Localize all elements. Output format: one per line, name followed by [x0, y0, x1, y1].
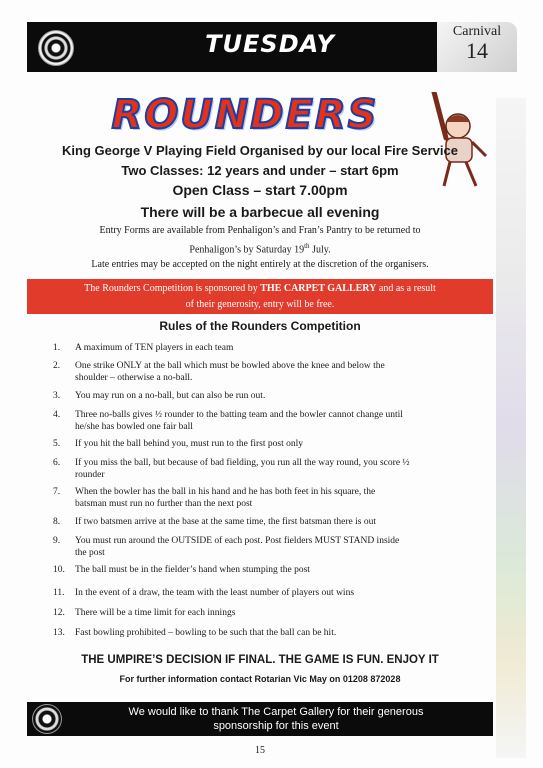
rule-text: You must run around the OUTSIDE of each post. Post fielders MUST STAND inside the post	[75, 536, 400, 558]
late-entries-text: Late entries may be accepted on the night entirely at the discretion of the organisers.	[91, 259, 429, 270]
rule-number: 6.	[53, 458, 61, 468]
rule-number: 5.	[53, 439, 61, 449]
rule-number: 13.	[53, 628, 65, 638]
rule-text: Three no-balls gives ½ rounder to the batting team and the bowler cannot change until he/she has bowled one fair ball	[75, 410, 403, 432]
barbecue-text: There will be a barbecue all evening	[140, 204, 380, 220]
rotary-logo-footer-icon	[32, 704, 62, 734]
rule-text: In the event of a draw, the team with the least number of players out wins	[75, 588, 355, 598]
rules-title: Rules of the Rounders Competition	[159, 319, 361, 333]
sponsor-box: The Rounders Competition is sponsored by THE CARPET GALLERY and as a result of their generosity, entry will be free.	[27, 279, 493, 314]
classes-text: Two Classes: 12 years and under – start 6pm	[121, 163, 399, 178]
rule-text: The ball must be in the fielder’s hand when stumping the post	[75, 565, 310, 575]
rounders-title: ROUNDERS	[111, 92, 379, 138]
contact-info: For further information contact Rotarian Vic May on 01208 872028	[119, 674, 401, 684]
rule-number: 4.	[53, 410, 61, 420]
thanks-text: We would like to thank The Carpet Gallery for their generous sponsorship for this event	[128, 706, 424, 732]
umpire-statement: THE UMPIRE’S DECISION IF FINAL. THE GAME IS FUN. ENJOY IT	[81, 654, 439, 666]
rule-text: If two batsmen arrive at the base at the same time, the first batsman there is out	[75, 517, 376, 527]
rule-text: You may run on a no-ball, but can also be run out.	[75, 391, 266, 401]
rotary-logo-icon	[38, 30, 74, 66]
venue-text: King George V Playing Field Organised by our local Fire Service	[62, 143, 458, 158]
rule-text: If you miss the ball, but because of bad fielding, you run all the way round, you score ½ rounder	[75, 458, 410, 480]
rule-number: 2.	[53, 361, 61, 371]
carnival-number: 14	[466, 38, 488, 63]
day-title: TUESDAY	[205, 30, 335, 58]
rule-text: When the bowler has the ball in his hand and he has both feet in his square, the batsman must run no further than the next post	[75, 487, 376, 509]
page-number: 15	[255, 745, 265, 756]
rule-number: 11.	[53, 588, 65, 598]
rule-number: 12.	[53, 608, 65, 618]
sponsor-name: THE CARPET GALLERY	[260, 282, 377, 294]
open-class-text: Open Class – start 7.00pm	[172, 182, 348, 198]
rule-text: A maximum of TEN players in each team	[75, 343, 234, 353]
rule-number: 1.	[53, 343, 61, 353]
rule-text: There will be a time limit for each innings	[75, 608, 236, 618]
rule-number: 8.	[53, 517, 61, 527]
rule-text: One strike ONLY at the ball which must be bowled above the knee and below the shoulder – otherwise a no-ball.	[75, 361, 385, 383]
rule-number: 10.	[53, 565, 65, 575]
rule-number: 3.	[53, 391, 61, 401]
decorative-side-strip	[496, 98, 526, 758]
carnival-label: Carnival	[452, 24, 502, 39]
entry-forms-line1: Entry Forms are available from Penhaligon’s and Fran’s Pantry to be returned to	[99, 225, 421, 236]
rule-number: 9.	[53, 536, 61, 546]
entry-forms-line2: Penhaligon’s by Saturday 19th July.	[189, 242, 331, 256]
rule-text: If you hit the ball behind you, must run to the first post only	[75, 439, 303, 449]
rule-number: 7.	[53, 487, 61, 497]
rule-text: Fast bowling prohibited – bowling to be such that the ball can be hit.	[75, 628, 337, 638]
